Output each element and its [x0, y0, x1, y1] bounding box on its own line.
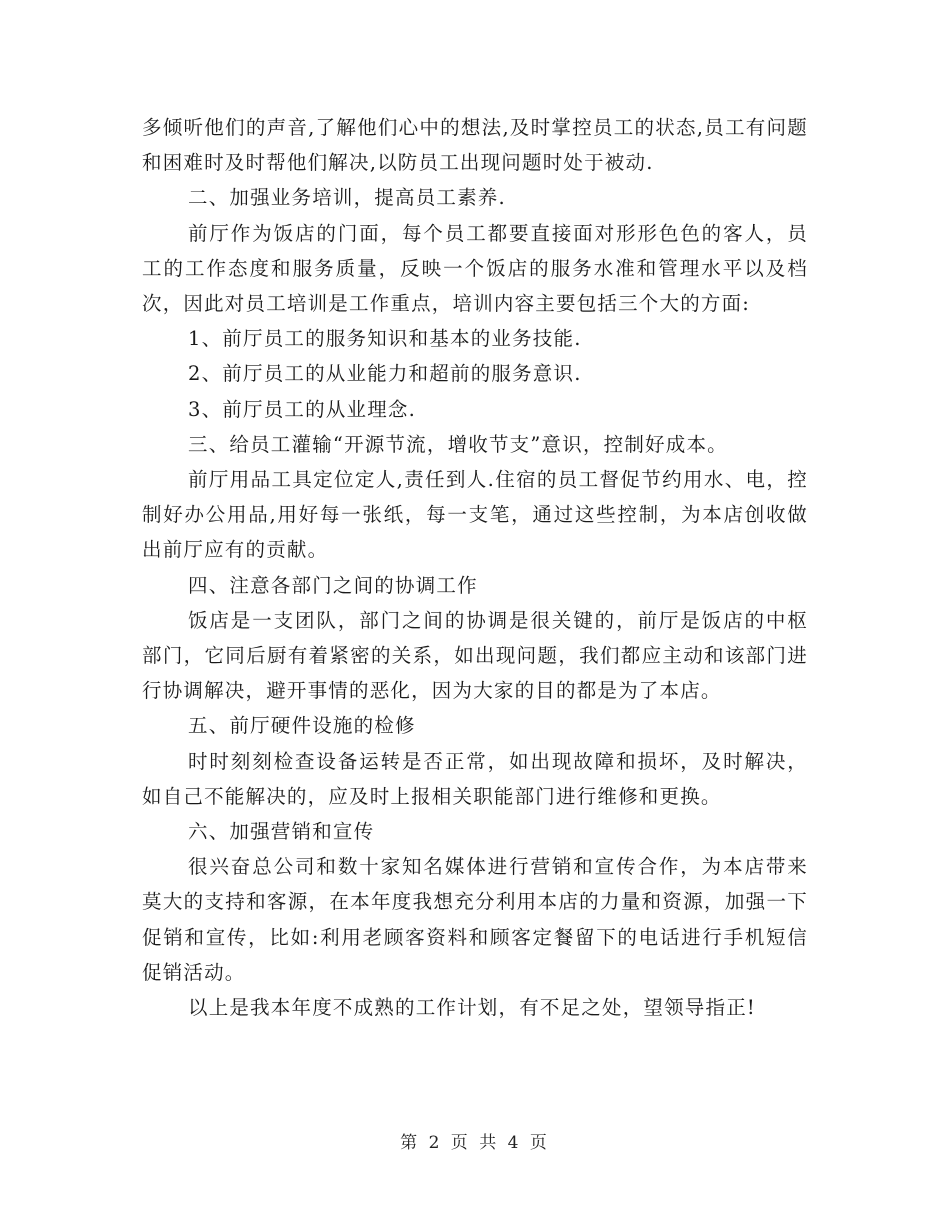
- paragraph-14: 很兴奋总公司和数十家知名媒体进行营销和宣传合作，为本店带来莫大的支持和客源，在本年度我想充分利用本店的力量和资源，加强一下促销和宣传，比如:利用老顾客资料和顾客定餐留下的电话进行手机短信促销活动。: [142, 855, 808, 984]
- heading-section-5: 五、前厅硬件设施的检修: [188, 714, 416, 738]
- paragraph-3: 前厅作为饭店的门面，每个员工都要直接面对形形色色的客人，员工的工作态度和服务质量，反映一个饭店的服务水准和管理水平以及档次，因此对员工培训是工作重点，培训内容主要包括三个大的方面:: [142, 221, 808, 316]
- list-item-3: 3、前厅员工的从业理念.: [188, 397, 417, 421]
- paragraph-closing: 以上是我本年度不成熟的工作计划，有不足之处，望领导指正!: [188, 996, 756, 1020]
- document-body: [142, 110, 808, 1025]
- paragraph-10: 饭店是一支团队，部门之间的协调是很关键的，前厅是饭店的中枢部门，它同后厨有着紧密的关系，如出现问题，我们都应主动和该部门进行协调解决，避开事情的恶化，因为大家的目的都是为了本店。: [142, 608, 808, 703]
- list-item-1: 1、前厅员工的服务知识和基本的业务技能.: [188, 327, 582, 351]
- paragraph-8: 前厅用品工具定位定人,责任到人.住宿的员工督促节约用水、电，控制好办公用品,用好每一张纸，每一支笔，通过这些控制，为本店创收做出前厅应有的贡献。: [142, 468, 808, 562]
- heading-section-2: 二、加强业务培训，提高员工素养.: [188, 186, 506, 210]
- heading-section-4: 四、注意各部门之间的协调工作: [188, 573, 478, 597]
- list-item-2: 2、前厅员工的从业能力和超前的服务意识.: [188, 362, 582, 386]
- page-number-footer: 第 2 页 共 4 页: [400, 1133, 550, 1153]
- paragraph-12: 时时刻刻检查设备运转是否正常，如出现故障和损坏，及时解决，如自己不能解决的，应及时上报相关职能部门进行维修和更换。: [142, 749, 808, 808]
- heading-section-6: 六、加强营销和宣传: [188, 820, 375, 844]
- paragraph-1: 多倾听他们的声音,了解他们心中的想法,及时掌控员工的状态,员工有问题和困难时及时帮他们解决,以防员工出现问题时处于被动.: [142, 116, 808, 175]
- heading-section-3: 三、给员工灌输“开源节流，增收节支”意识，控制好成本。: [188, 432, 728, 456]
